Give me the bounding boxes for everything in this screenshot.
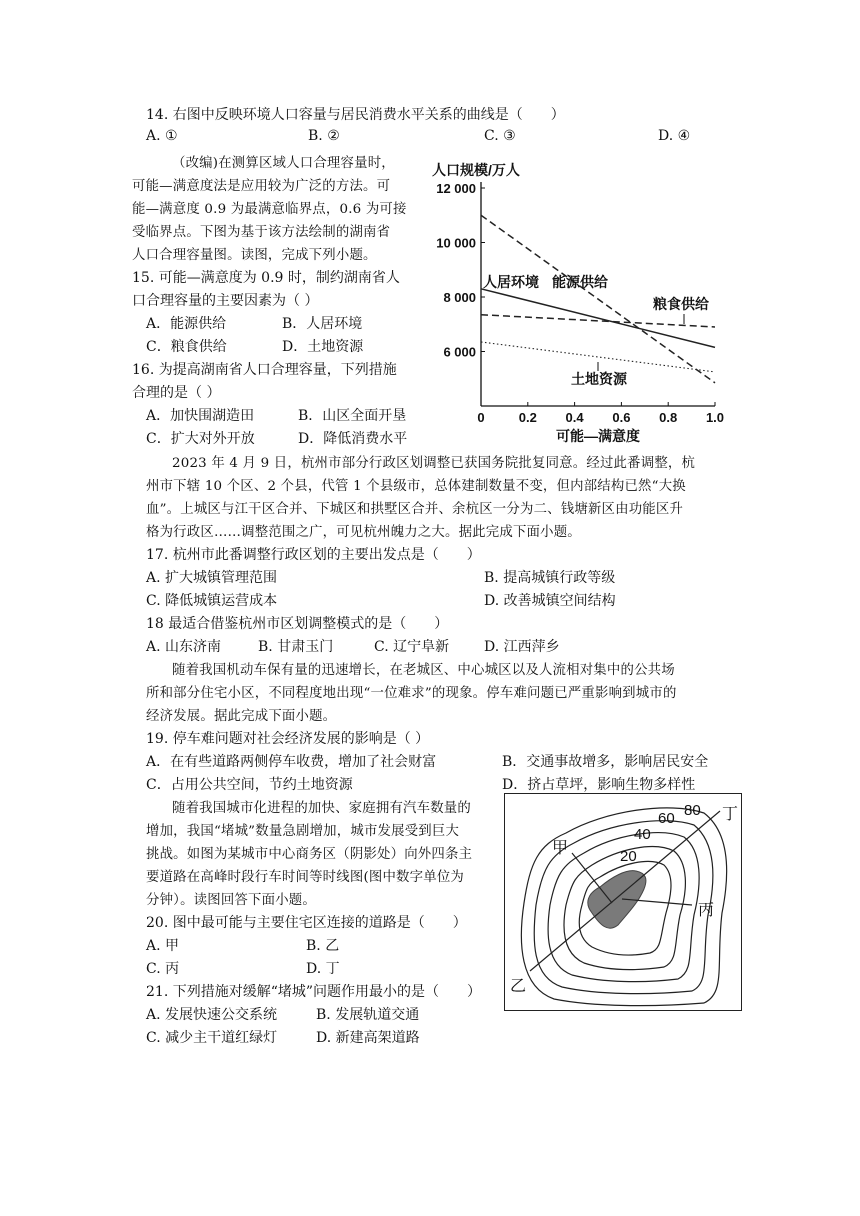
q17-option-a: A. 扩大城镇管理范围 — [146, 570, 278, 586]
q15-option-d: D．土地资源 — [282, 339, 364, 355]
q16-stem-line-2: 合理的是（ ） — [132, 385, 221, 401]
q18-option-c: C. 辽宁阜新 — [374, 639, 450, 655]
q20-option-d: D. 丁 — [306, 961, 340, 977]
q21-option-c: C. 减少主干道红绿灯 — [146, 1030, 278, 1046]
q19-option-d: D．挤占草坪，影响生物多样性 — [502, 777, 696, 793]
q16-option-a: A．加快围湖造田 — [146, 408, 255, 424]
intro3-line-1: 随着我国机动车保有量的迅速增长，在老城区、中心城区以及人流相对集中的公共场 — [172, 663, 675, 678]
q20-option-b: B. 乙 — [306, 938, 340, 954]
q20-option-a: A. 甲 — [146, 938, 180, 954]
q14-option-d: D. ④ — [658, 128, 691, 144]
q18-stem: 18 最适合借鉴杭州市区划调整模式的是（ ） — [146, 616, 449, 632]
y-tick-label: 6 000 — [443, 344, 476, 360]
q15-option-a: A．能源供给 — [146, 316, 227, 332]
q19-option-b: B．交通事故增多，影响居民安全 — [502, 754, 709, 770]
q21-stem: 21. 下列措施对缓解“堵城”问题作用最小的是（ ） — [146, 984, 482, 1000]
q16-option-d: D．降低消费水平 — [298, 431, 408, 447]
y-axis-title: 人口规模/万人 — [432, 162, 520, 178]
series-label: 能源供给 — [552, 274, 608, 290]
intro1-line-5: 人口合理容量图。读图，完成下列小题。 — [132, 248, 377, 263]
intro2-line-2: 州市下辖 10 个区、2 个县，代管 1 个县级市，总体建制数量不变，但内部结构已然“大换 — [146, 479, 686, 494]
q15-stem-line-1: 15. 可能—满意度为 0.9 时，制约湖南省人 — [132, 270, 400, 286]
q18-option-a: A. 山东济南 — [146, 639, 222, 655]
road-label-bing: 丙 — [698, 902, 715, 919]
isochrone-map — [504, 793, 742, 1011]
q19-stem: 19. 停车难问题对社会经济发展的影响是（ ） — [146, 731, 430, 747]
q14-stem: 14. 右图中反映环境人口容量与居民消费水平关系的曲线是（ ） — [146, 107, 565, 123]
road-label-ding: 丁 — [722, 806, 739, 823]
q20-option-c: C. 丙 — [146, 961, 180, 977]
x-tick-label: 1.0 — [705, 410, 725, 425]
intro4-line-4: 要道路在高峰时段行车时间等时线图(图中数字单位为 — [146, 870, 465, 885]
series-label: 土地资源 — [571, 371, 627, 387]
x-tick-label: 0 — [477, 410, 485, 425]
q19-option-a: A．在有些道路两侧停车收费，增加了社会财富 — [146, 754, 437, 770]
q14-option-a: A. ① — [146, 128, 178, 144]
q18-option-b: B. 甘肃玉门 — [258, 639, 334, 655]
intro4-line-1: 随着我国城市化进程的加快、家庭拥有汽车数量的 — [172, 801, 471, 816]
x-tick-label: 0.2 — [518, 410, 537, 425]
q17-option-b: B. 提高城镇行政等级 — [484, 570, 616, 586]
intro1-line-3: 能—满意度 0.9 为最满意临界点，0.6 为可接 — [132, 202, 407, 217]
intro3-line-2: 所和部分住宅小区，不同程度地出现“一位难求”的现象。停车难问题已严重影响到城市的 — [146, 686, 677, 701]
intro4-line-2: 增加，我国“堵城”数量急剧增加，城市发展受到巨大 — [146, 824, 460, 839]
intro2-line-3: 血”。上城区与江干区合并、下城区和拱墅区合并、余杭区一分为二、钱塘新区由功能区升 — [146, 502, 684, 517]
q15-option-b: B．人居环境 — [282, 316, 363, 332]
intro1-line-1: （改编)在测算区域人口合理容量时， — [172, 156, 395, 171]
y-tick-label: 8 000 — [443, 290, 476, 305]
q15-stem-line-2: 口合理容量的主要因素为（ ） — [132, 293, 319, 309]
intro4-line-3: 挑战。如图为某城市中心商务区（阴影处）向外四条主 — [146, 847, 473, 862]
population-capacity-chart — [426, 156, 736, 446]
q17-option-c: C. 降低城镇运营成本 — [146, 593, 278, 609]
series-label: 粮食供给 — [653, 296, 709, 312]
intro4-line-5: 分钟）。读图回答下面小题。 — [146, 893, 316, 908]
q21-option-d: D. 新建高架道路 — [316, 1030, 420, 1046]
intro2-line-4: 格为行政区……调整范围之广，可见杭州魄力之大。据此完成下面小题。 — [146, 525, 581, 540]
contour-label-60: 60 — [658, 810, 675, 827]
q18-option-d: D. 江西萍乡 — [484, 639, 560, 655]
q19-option-c: C．占用公共空间，节约土地资源 — [146, 777, 353, 793]
x-tick-label: 0.6 — [612, 410, 631, 425]
series-line — [481, 315, 715, 327]
road-label-yi: 乙 — [510, 978, 527, 995]
q16-option-c: C．扩大对外开放 — [146, 431, 255, 447]
intro1-line-4: 受临界点。下图为基于该方法绘制的湖南省 — [132, 225, 391, 240]
contour-label-40: 40 — [634, 826, 651, 843]
q15-option-c: C．粮食供给 — [146, 339, 227, 355]
q16-stem-line-1: 16. 为提高湖南省人口合理容量，下列措施 — [132, 362, 397, 378]
intro2-line-1: 2023 年 4 月 9 日，杭州市部分行政区划调整已获国务院批复同意。经过此番调整，杭 — [172, 456, 696, 471]
x-axis-title: 可能—满意度 — [556, 428, 640, 444]
q17-stem: 17. 杭州市此番调整行政区划的主要出发点是（ ） — [146, 547, 481, 563]
q20-stem: 20. 图中最可能与主要住宅区连接的道路是（ ） — [146, 915, 467, 931]
x-tick-label: 0.4 — [565, 410, 584, 425]
q21-option-a: A. 发展快速公交系统 — [146, 1007, 278, 1023]
q16-option-b: B．山区全面开垦 — [298, 408, 407, 424]
q14-option-c: C. ③ — [484, 128, 516, 144]
intro1-line-2: 可能—满意度法是应用较为广泛的方法。可 — [132, 179, 391, 194]
q21-option-b: B. 发展轨道交通 — [316, 1007, 420, 1023]
road-label-jia: 甲 — [552, 840, 569, 857]
q14-option-b: B. ② — [308, 128, 340, 144]
contour-label-80: 80 — [684, 802, 701, 819]
intro3-line-3: 经济发展。据此完成下面小题。 — [146, 709, 337, 724]
x-tick-label: 0.8 — [659, 410, 678, 425]
q17-option-d: D. 改善城镇空间结构 — [484, 593, 616, 609]
contour-label-20: 20 — [620, 848, 637, 865]
y-tick-label: 12 000 — [436, 181, 476, 196]
y-tick-label: 10 000 — [436, 235, 476, 251]
series-label: 人居环境 — [483, 274, 539, 290]
